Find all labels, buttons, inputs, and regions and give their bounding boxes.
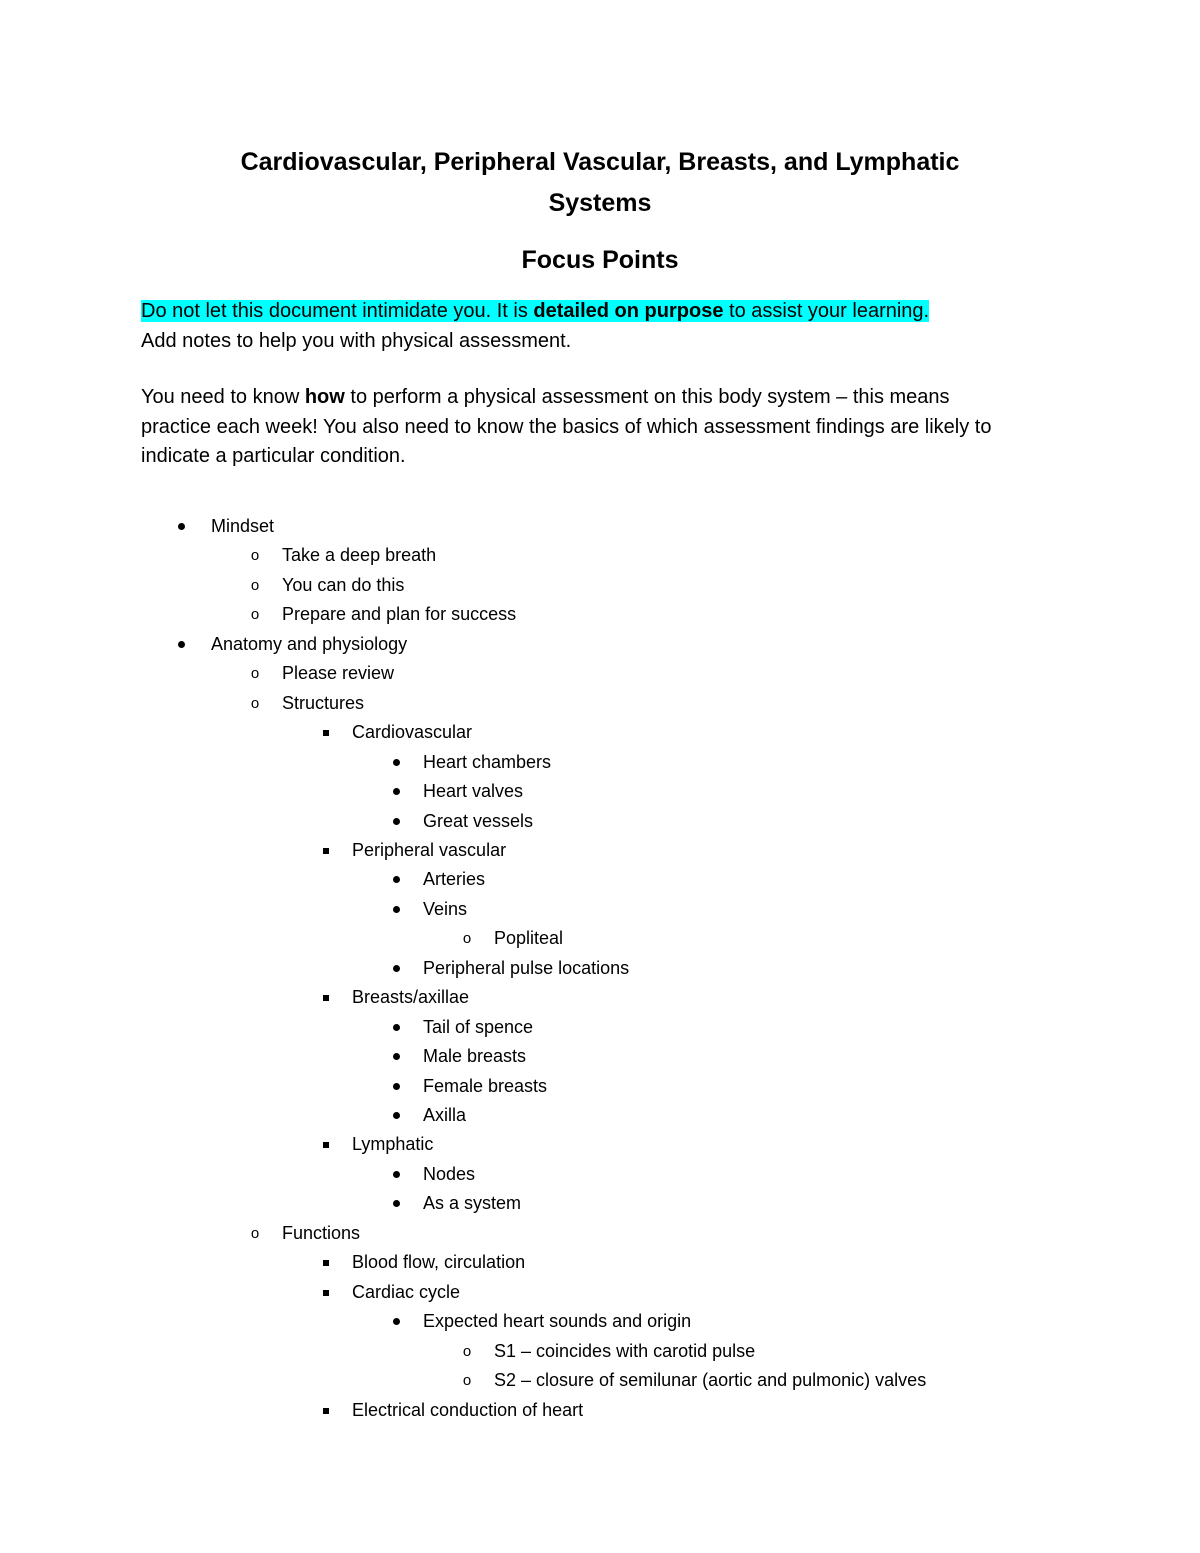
list-item-text: Cardiac cycle — [352, 1281, 461, 1302]
list-item-text: Mindset — [211, 516, 275, 536]
list-item-text: Veins — [423, 898, 468, 919]
list-item — [0, 1189, 1200, 1218]
circle-bullet-icon: o — [250, 547, 260, 565]
list-item-text: Male breasts — [423, 1046, 527, 1067]
list-item-text: Cardiovascular — [352, 722, 473, 743]
list-item-text: Breasts/axillae — [352, 987, 470, 1008]
list-item — [0, 954, 1200, 983]
highlight-bold-text: detailed on purpose — [533, 300, 724, 322]
list-item — [0, 630, 1200, 659]
circle-bullet-icon: o — [250, 606, 260, 624]
list-item-text: Anatomy and physiology — [211, 633, 408, 654]
list-item — [0, 541, 1200, 570]
list-item — [0, 1042, 1200, 1071]
intro-highlighted-line — [141, 297, 929, 326]
list-item-text: Popliteal — [494, 928, 564, 949]
list-item — [0, 1160, 1200, 1189]
highlight-text-b: to assist your learning. — [723, 300, 930, 322]
list-item — [0, 748, 1200, 777]
circle-bullet-icon: o — [250, 576, 260, 594]
circle-bullet-icon: o — [462, 1342, 472, 1360]
list-item — [0, 659, 1200, 688]
circle-bullet-icon: o — [250, 694, 260, 712]
list-item — [0, 689, 1200, 718]
para2-text-b: to perform a physical assessment on this body system – this means — [344, 386, 950, 408]
list-item — [0, 1366, 1200, 1395]
para2-bold-text: how — [304, 386, 345, 408]
list-item — [0, 983, 1200, 1012]
list-item — [0, 1248, 1200, 1277]
document-title-line2: Systems — [548, 189, 652, 217]
list-item-text: As a system — [423, 1193, 522, 1214]
list-item-text: Structures — [282, 692, 365, 713]
list-item — [0, 1307, 1200, 1336]
list-item — [0, 865, 1200, 894]
list-item-text: Arteries — [423, 869, 486, 890]
list-item-text: Functions — [282, 1222, 361, 1243]
list-item-text: Nodes — [423, 1163, 476, 1184]
list-item-text: Heart valves — [423, 781, 524, 802]
list-item-text: Heart chambers — [423, 751, 552, 772]
list-item — [0, 1013, 1200, 1042]
list-item — [0, 777, 1200, 806]
list-item-text: Great vessels — [423, 810, 534, 831]
circle-bullet-icon: o — [462, 930, 472, 948]
para2-text-a: You need to know — [141, 386, 305, 408]
list-item-text: Peripheral pulse locations — [423, 957, 630, 978]
list-item — [0, 512, 1200, 541]
list-item — [0, 895, 1200, 924]
list-item-text: S2 – closure of semilunar (aortic and pulmonic) valves — [494, 1370, 927, 1391]
document-subtitle: Focus Points — [521, 246, 679, 274]
list-item — [0, 807, 1200, 836]
paragraph-2-line-2: practice each week! You also need to know the basics of which assessment findings are likely to — [141, 416, 992, 438]
list-item-text: Peripheral vascular — [352, 839, 507, 860]
list-item — [0, 1101, 1200, 1130]
list-item-text: Blood flow, circulation — [352, 1252, 526, 1273]
list-item-text: Axilla — [423, 1105, 467, 1125]
list-item-text: Electrical conduction of heart — [352, 1399, 584, 1420]
list-item — [0, 1219, 1200, 1248]
circle-bullet-icon: o — [250, 665, 260, 683]
list-item-text: Please review — [282, 663, 395, 684]
list-item — [0, 1337, 1200, 1366]
list-item — [0, 1396, 1200, 1425]
list-item — [0, 718, 1200, 747]
list-item — [0, 1072, 1200, 1101]
document-title-line1: Cardiovascular, Peripheral Vascular, Breasts, and Lymphatic — [240, 148, 960, 176]
list-item-text: Female breasts — [423, 1075, 548, 1096]
paragraph-2-line-1 — [141, 383, 950, 412]
circle-bullet-icon: o — [462, 1372, 472, 1390]
list-item — [0, 1278, 1200, 1307]
list-item — [0, 924, 1200, 953]
list-item — [0, 1130, 1200, 1159]
list-item-text: You can do this — [282, 574, 405, 595]
list-item-text: Prepare and plan for success — [282, 604, 517, 625]
paragraph-2-line-3: indicate a particular condition. — [141, 445, 406, 467]
list-item-text: S1 – coincides with carotid pulse — [494, 1340, 756, 1361]
highlight-text-a: Do not let this document intimidate you. It is — [141, 300, 534, 322]
list-item-text: Lymphatic — [352, 1134, 434, 1155]
circle-bullet-icon: o — [250, 1224, 260, 1242]
list-item-text: Expected heart sounds and origin — [423, 1311, 692, 1332]
list-item-text: Tail of spence — [423, 1016, 534, 1037]
list-item — [0, 571, 1200, 600]
list-item — [0, 600, 1200, 629]
list-item — [0, 836, 1200, 865]
intro-line-2: Add notes to help you with physical assessment. — [141, 330, 572, 352]
list-item-text: Take a deep breath — [282, 545, 437, 566]
